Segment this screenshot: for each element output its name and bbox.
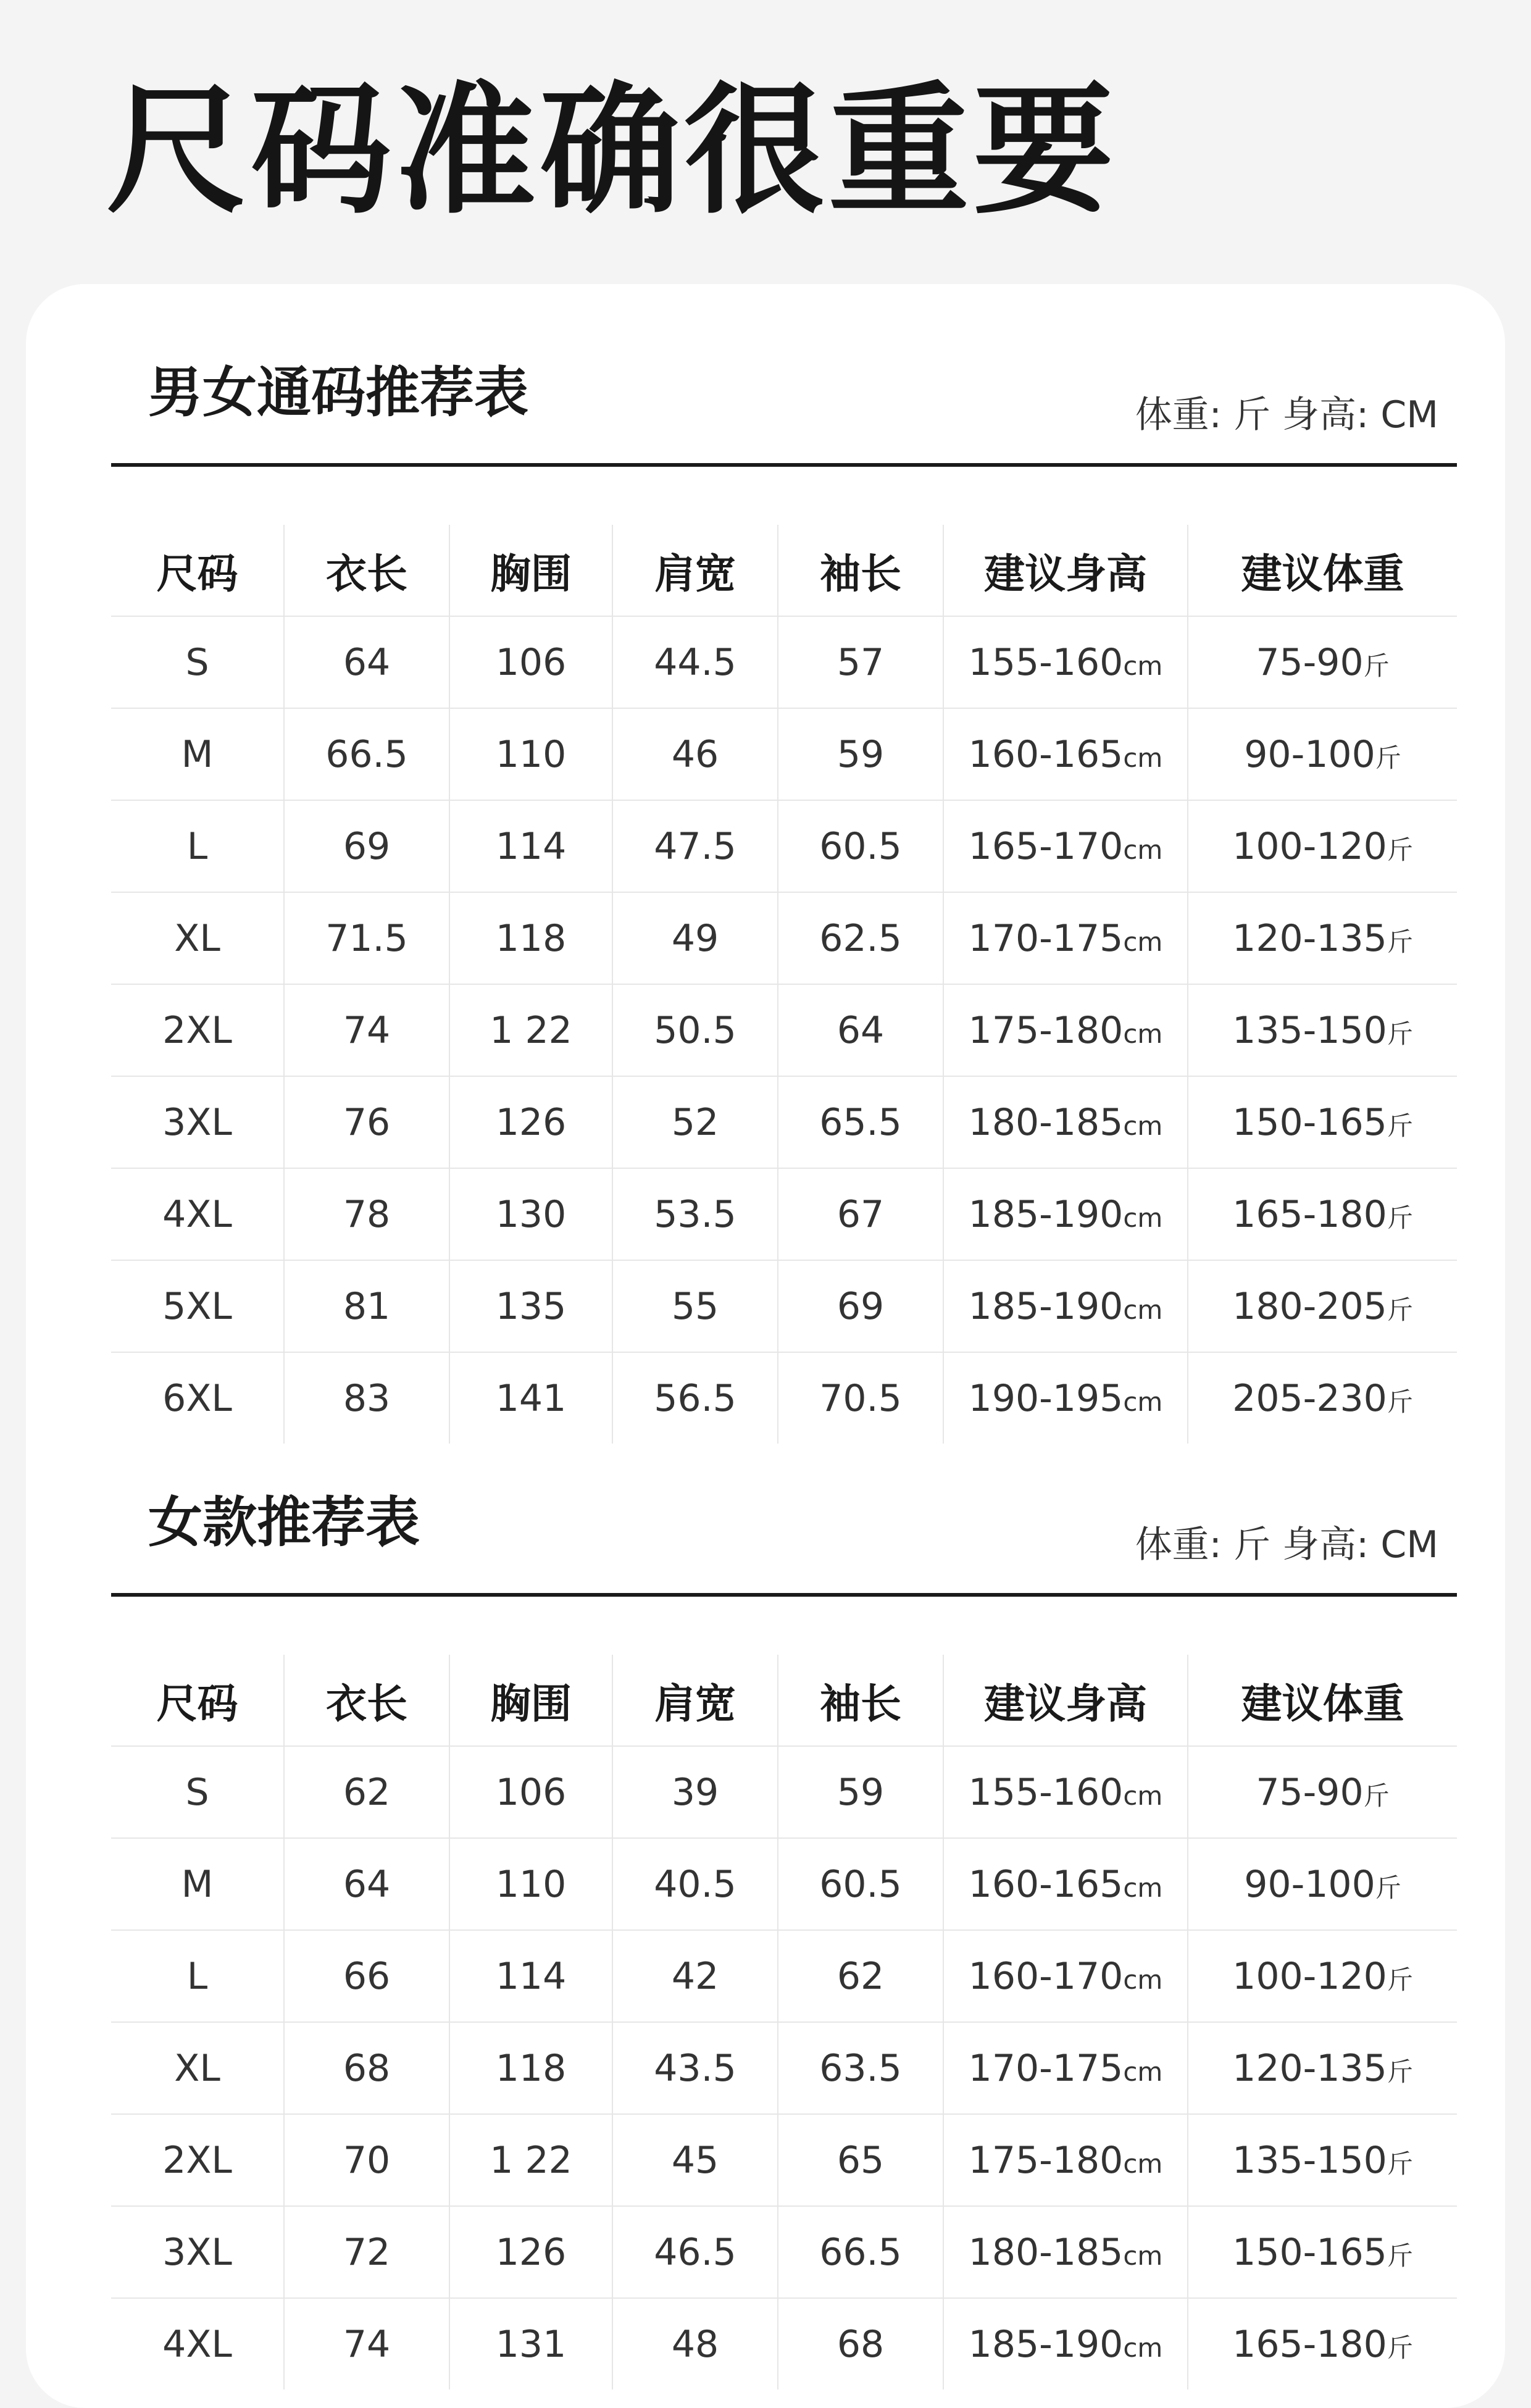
cell-value: 130: [495, 1192, 567, 1236]
table-cell: [1188, 1076, 1457, 1168]
cell-value: 110: [495, 732, 567, 776]
table-cell: [1188, 2022, 1457, 2114]
weight-unit: 斤: [1387, 1964, 1413, 1995]
table-cell: [612, 2022, 778, 2114]
cell-value: M: [181, 732, 214, 776]
table-cell: [111, 1746, 284, 1838]
weight-unit: 斤: [1387, 1386, 1413, 1417]
cell-value: 120-135: [1232, 916, 1387, 960]
cell-value: 100-120: [1232, 1954, 1387, 1998]
cell-value: 71.5: [325, 916, 408, 960]
cell-value: 66: [343, 1954, 391, 1998]
table-cell: [1188, 984, 1457, 1076]
cell-value: 62: [343, 1770, 391, 1814]
cell-value: 48: [671, 2322, 719, 2366]
cell-value: 72: [343, 2230, 391, 2274]
table-cell: [284, 708, 449, 800]
cell-value: 106: [495, 640, 567, 684]
table-cell: [111, 1838, 284, 1930]
page-title: 尺码准确很重要: [106, 69, 1117, 233]
table-cell: [943, 708, 1188, 800]
table-cell: [284, 1838, 449, 1930]
womens-size-section: [111, 1414, 1457, 2389]
table-cell: [1188, 892, 1457, 984]
table-cell: [943, 800, 1188, 892]
cell-value: S: [185, 640, 209, 684]
table-cell: [778, 1076, 943, 1168]
cell-value: 75-90: [1256, 1770, 1364, 1814]
weight-unit: 斤: [1375, 742, 1401, 773]
table-cell: [778, 2114, 943, 2206]
table-cell: [943, 984, 1188, 1076]
cell-value: 120-135: [1232, 2046, 1387, 2090]
cell-value: 170-175: [968, 2046, 1124, 2090]
table-cell: [111, 892, 284, 984]
weight-unit: 斤: [1387, 2332, 1413, 2363]
table-cell: [449, 616, 612, 708]
table-cell: [1188, 2298, 1457, 2389]
table-cell: [284, 984, 449, 1076]
table-cell: [1188, 616, 1457, 708]
column-header: 胸围: [449, 1655, 612, 1746]
section-header: [111, 284, 1457, 467]
cell-value: 131: [495, 2322, 567, 2366]
cell-value: 55: [671, 1284, 719, 1328]
cell-value: 43.5: [654, 2046, 736, 2090]
cell-value: 90-100: [1244, 732, 1375, 776]
height-unit: cm: [1123, 2148, 1163, 2179]
cell-value: 155-160: [968, 640, 1124, 684]
weight-unit: 斤: [1363, 1780, 1390, 1811]
table-cell: [778, 984, 943, 1076]
table-cell: [943, 1838, 1188, 1930]
cell-value: 68: [836, 2322, 885, 2366]
cell-value: 185-190: [968, 1284, 1124, 1328]
table-cell: [612, 1930, 778, 2022]
table-cell: [1188, 1168, 1457, 1260]
cell-value: 75-90: [1256, 640, 1364, 684]
height-unit: cm: [1123, 1872, 1163, 1903]
cell-value: 165-180: [1232, 1192, 1387, 1236]
cell-value: 64: [343, 1862, 391, 1906]
table-cell: [778, 1930, 943, 2022]
table-cell: [612, 1260, 778, 1352]
weight-unit: 斤: [1387, 834, 1413, 865]
table-cell: [449, 2114, 612, 2206]
cell-value: 64: [343, 640, 391, 684]
height-unit: cm: [1123, 2056, 1163, 2087]
cell-value: 180-185: [968, 2230, 1124, 2274]
cell-value: 56.5: [654, 1376, 736, 1420]
table-cell: [284, 800, 449, 892]
weight-unit: 斤: [1387, 1018, 1413, 1049]
table-cell: [284, 2206, 449, 2298]
table-cell: [111, 2298, 284, 2389]
table-cell: [111, 616, 284, 708]
column-header: 肩宽: [612, 525, 778, 616]
weight-unit: 斤: [1387, 2056, 1413, 2087]
table-cell: [449, 1168, 612, 1260]
height-unit: cm: [1123, 1110, 1163, 1141]
table-cell: [284, 1168, 449, 1260]
weight-unit: 斤: [1375, 1872, 1401, 1903]
cell-value: 44.5: [654, 640, 736, 684]
height-unit: cm: [1123, 1780, 1163, 1811]
table-cell: [778, 1168, 943, 1260]
height-unit: cm: [1123, 2332, 1163, 2363]
cell-value: 3XL: [162, 2230, 232, 2274]
table-row: [111, 1076, 1457, 1168]
cell-value: 135-150: [1232, 1008, 1387, 1052]
table-cell: [284, 2298, 449, 2389]
table-cell: [778, 708, 943, 800]
cell-value: 160-165: [968, 1862, 1124, 1906]
cell-value: 114: [495, 1954, 567, 1998]
cell-value: 62: [836, 1954, 885, 1998]
weight-unit: 斤: [1387, 1110, 1413, 1141]
height-unit: cm: [1123, 926, 1163, 957]
table-cell: [111, 708, 284, 800]
table-cell: [612, 984, 778, 1076]
table-cell: [284, 1260, 449, 1352]
table-cell: [111, 2206, 284, 2298]
table-header-row: [111, 1655, 1457, 1746]
cell-value: 65.5: [819, 1100, 902, 1144]
cell-value: 74: [343, 1008, 391, 1052]
cell-value: 64: [836, 1008, 885, 1052]
table-cell: [111, 1076, 284, 1168]
table-cell: [449, 708, 612, 800]
column-header: 衣长: [284, 525, 449, 616]
table-header-row: [111, 525, 1457, 616]
size-chart-card: [26, 284, 1505, 2408]
table-cell: [111, 2022, 284, 2114]
table-cell: [778, 1260, 943, 1352]
cell-value: 49: [671, 916, 719, 960]
cell-value: 67: [836, 1192, 885, 1236]
cell-value: 106: [495, 1770, 567, 1814]
height-unit: cm: [1123, 2240, 1163, 2271]
cell-value: 126: [495, 2230, 567, 2274]
column-header: 胸围: [449, 525, 612, 616]
table-cell: [111, 2114, 284, 2206]
table-cell: [943, 1746, 1188, 1838]
table-cell: [778, 1746, 943, 1838]
table-cell: [449, 1930, 612, 2022]
cell-value: 65: [836, 2138, 885, 2182]
table-row: [111, 1746, 1457, 1838]
cell-value: 66.5: [325, 732, 408, 776]
cell-value: 62.5: [819, 916, 902, 960]
cell-value: 66.5: [819, 2230, 902, 2274]
cell-value: 150-165: [1232, 1100, 1387, 1144]
weight-unit: 斤: [1387, 1294, 1413, 1325]
table-cell: [943, 1260, 1188, 1352]
table-cell: [778, 2022, 943, 2114]
table-cell: [111, 800, 284, 892]
table-cell: [111, 1168, 284, 1260]
cell-value: 180-185: [968, 1100, 1124, 1144]
cell-value: 135-150: [1232, 2138, 1387, 2182]
cell-value: L: [186, 824, 208, 868]
table-cell: [612, 2298, 778, 2389]
cell-value: 68: [343, 2046, 391, 2090]
cell-value: 100-120: [1232, 824, 1387, 868]
unisex-size-section: [111, 284, 1457, 1444]
cell-value: 78: [343, 1192, 391, 1236]
table-row: [111, 2206, 1457, 2298]
cell-value: 60.5: [819, 824, 902, 868]
cell-value: 110: [495, 1862, 567, 1906]
table-cell: [449, 1076, 612, 1168]
cell-value: 47.5: [654, 824, 736, 868]
column-header: 袖长: [778, 1655, 943, 1746]
column-header: 尺码: [111, 525, 284, 616]
table-cell: [612, 2114, 778, 2206]
table-cell: [284, 1930, 449, 2022]
cell-value: 4XL: [162, 1192, 232, 1236]
cell-value: 59: [836, 1770, 885, 1814]
cell-value: 83: [343, 1376, 391, 1420]
weight-unit: 斤: [1363, 650, 1390, 681]
column-header: 肩宽: [612, 1655, 778, 1746]
table-row: [111, 1930, 1457, 2022]
cell-value: L: [186, 1954, 208, 1998]
cell-value: 2XL: [162, 1008, 232, 1052]
height-unit: cm: [1123, 1294, 1163, 1325]
table-cell: [778, 2206, 943, 2298]
weight-unit: 斤: [1387, 2148, 1413, 2179]
cell-value: 118: [495, 916, 567, 960]
table-cell: [612, 1076, 778, 1168]
cell-value: 2XL: [162, 2138, 232, 2182]
cell-value: 70.5: [819, 1376, 902, 1420]
cell-value: 57: [836, 640, 885, 684]
table-cell: [449, 2022, 612, 2114]
table-cell: [449, 1746, 612, 1838]
cell-value: 118: [495, 2046, 567, 2090]
table-cell: [612, 616, 778, 708]
cell-value: 5XL: [162, 1284, 232, 1328]
cell-value: 42: [671, 1954, 719, 1998]
table-cell: [449, 2206, 612, 2298]
table-cell: [449, 892, 612, 984]
height-unit: cm: [1123, 742, 1163, 773]
table-cell: [449, 2298, 612, 2389]
unisex-size-table: [111, 525, 1457, 1444]
cell-value: 81: [343, 1284, 391, 1328]
cell-value: 126: [495, 1100, 567, 1144]
table-cell: [1188, 1838, 1457, 1930]
table-cell: [1188, 708, 1457, 800]
table-cell: [612, 1746, 778, 1838]
column-header: 衣长: [284, 1655, 449, 1746]
cell-value: 59: [836, 732, 885, 776]
table-cell: [1188, 2114, 1457, 2206]
weight-unit: 斤: [1387, 926, 1413, 957]
table-row: [111, 892, 1457, 984]
height-unit: cm: [1123, 834, 1163, 865]
column-header: 建议体重: [1188, 525, 1457, 616]
cell-value: M: [181, 1862, 214, 1906]
table-cell: [449, 800, 612, 892]
cell-value: 160-170: [968, 1954, 1124, 1998]
cell-value: XL: [174, 2046, 220, 2090]
table-row: [111, 1260, 1457, 1352]
table-cell: [778, 1838, 943, 1930]
weight-unit: 斤: [1387, 1202, 1413, 1233]
weight-unit: 斤: [1387, 2240, 1413, 2271]
table-cell: [612, 1838, 778, 1930]
table-cell: [284, 892, 449, 984]
cell-value: 60.5: [819, 1862, 902, 1906]
table-cell: [612, 2206, 778, 2298]
table-cell: [449, 1260, 612, 1352]
unit-note: 体重: 斤 身高: CM: [1135, 393, 1438, 437]
table-cell: [612, 800, 778, 892]
height-unit: cm: [1123, 1964, 1163, 1995]
cell-value: 46.5: [654, 2230, 736, 2274]
table-row: [111, 1168, 1457, 1260]
cell-value: 160-165: [968, 732, 1124, 776]
cell-value: 155-160: [968, 1770, 1124, 1814]
column-header: 建议体重: [1188, 1655, 1457, 1746]
table-cell: [943, 2206, 1188, 2298]
cell-value: 76: [343, 1100, 391, 1144]
cell-value: 150-165: [1232, 2230, 1387, 2274]
cell-value: 1 22: [490, 1008, 572, 1052]
table-cell: [612, 708, 778, 800]
height-unit: cm: [1123, 1202, 1163, 1233]
table-cell: [943, 892, 1188, 984]
table-cell: [449, 984, 612, 1076]
unit-note: 体重: 斤 身高: CM: [1135, 1523, 1438, 1566]
cell-value: 180-205: [1232, 1284, 1387, 1328]
table-row: [111, 800, 1457, 892]
cell-value: 165-180: [1232, 2322, 1387, 2366]
cell-value: 63.5: [819, 2046, 902, 2090]
cell-value: 175-180: [968, 1008, 1124, 1052]
table-cell: [778, 800, 943, 892]
column-header: 建议身高: [943, 1655, 1188, 1746]
table-cell: [284, 2114, 449, 2206]
table-cell: [1188, 1260, 1457, 1352]
table-cell: [612, 1168, 778, 1260]
cell-value: 40.5: [654, 1862, 736, 1906]
cell-value: 1 22: [490, 2138, 572, 2182]
column-header: 建议身高: [943, 525, 1188, 616]
cell-value: 205-230: [1232, 1376, 1387, 1420]
column-header: 袖长: [778, 525, 943, 616]
table-cell: [778, 2298, 943, 2389]
cell-value: 114: [495, 824, 567, 868]
table-cell: [778, 616, 943, 708]
cell-value: 70: [343, 2138, 391, 2182]
section-title: 男女通码推荐表: [148, 361, 529, 424]
cell-value: 3XL: [162, 1100, 232, 1144]
table-cell: [284, 616, 449, 708]
cell-value: 175-180: [968, 2138, 1124, 2182]
cell-value: 190-195: [968, 1376, 1124, 1420]
table-cell: [778, 892, 943, 984]
table-cell: [449, 1838, 612, 1930]
table-cell: [943, 2022, 1188, 2114]
table-row: [111, 2298, 1457, 2389]
cell-value: 74: [343, 2322, 391, 2366]
cell-value: 141: [495, 1376, 567, 1420]
table-cell: [1188, 1746, 1457, 1838]
table-row: [111, 2022, 1457, 2114]
table-cell: [612, 892, 778, 984]
cell-value: 50.5: [654, 1008, 736, 1052]
table-cell: [111, 1260, 284, 1352]
table-cell: [1188, 1930, 1457, 2022]
section-title: 女款推荐表: [148, 1490, 420, 1554]
cell-value: 39: [671, 1770, 719, 1814]
table-row: [111, 2114, 1457, 2206]
table-row: [111, 708, 1457, 800]
table-cell: [943, 1168, 1188, 1260]
table-cell: [284, 1746, 449, 1838]
cell-value: 52: [671, 1100, 719, 1144]
column-header: 尺码: [111, 1655, 284, 1746]
table-cell: [943, 1076, 1188, 1168]
table-cell: [111, 984, 284, 1076]
cell-value: S: [185, 1770, 209, 1814]
table-row: [111, 1838, 1457, 1930]
height-unit: cm: [1123, 1018, 1163, 1049]
cell-value: 90-100: [1244, 1862, 1375, 1906]
cell-value: 185-190: [968, 1192, 1124, 1236]
cell-value: XL: [174, 916, 220, 960]
table-cell: [284, 2022, 449, 2114]
cell-value: 4XL: [162, 2322, 232, 2366]
section-header: [111, 1414, 1457, 1597]
table-cell: [284, 1076, 449, 1168]
cell-value: 185-190: [968, 2322, 1124, 2366]
cell-value: 170-175: [968, 916, 1124, 960]
table-cell: [1188, 800, 1457, 892]
table-cell: [943, 616, 1188, 708]
cell-value: 45: [671, 2138, 719, 2182]
cell-value: 135: [495, 1284, 567, 1328]
cell-value: 69: [343, 824, 391, 868]
cell-value: 165-170: [968, 824, 1124, 868]
cell-value: 69: [836, 1284, 885, 1328]
cell-value: 6XL: [162, 1376, 232, 1420]
womens-size-table: [111, 1655, 1457, 2389]
table-cell: [943, 1930, 1188, 2022]
table-cell: [1188, 2206, 1457, 2298]
table-cell: [111, 1930, 284, 2022]
cell-value: 46: [671, 732, 719, 776]
height-unit: cm: [1123, 1386, 1163, 1417]
height-unit: cm: [1123, 650, 1163, 681]
table-row: [111, 616, 1457, 708]
cell-value: 53.5: [654, 1192, 736, 1236]
table-row: [111, 984, 1457, 1076]
table-cell: [943, 2114, 1188, 2206]
table-cell: [943, 2298, 1188, 2389]
